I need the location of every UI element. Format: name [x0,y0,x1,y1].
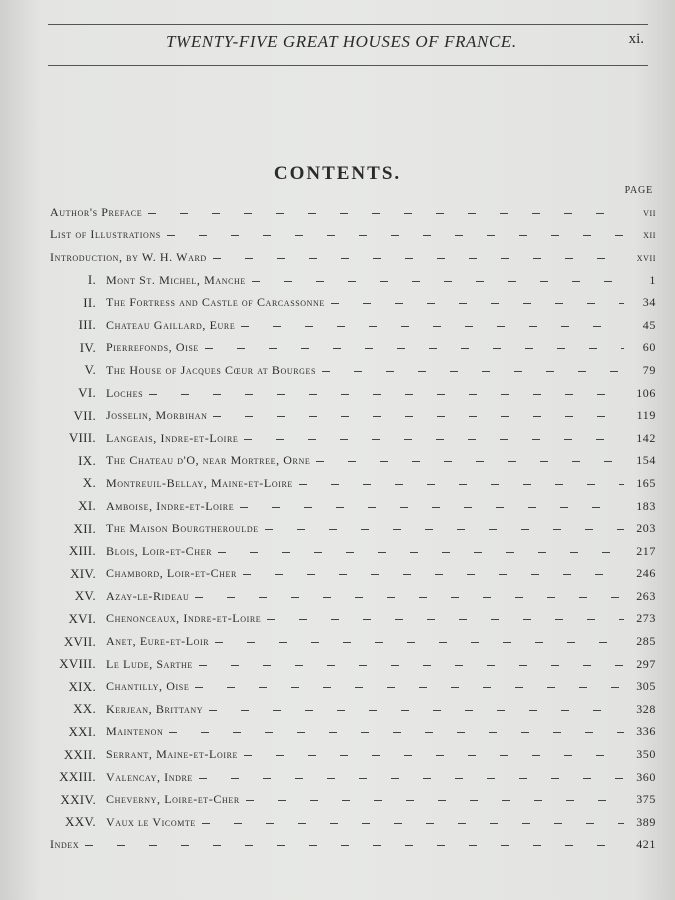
running-header [48,24,648,66]
chapter-title: Chateau Gaillard, Eure [106,317,236,332]
dotted-leader [213,416,624,417]
contents-list [50,201,656,856]
dotted-leader [331,303,624,304]
dotted-leader [243,574,624,575]
chapter-title: The Chateau d'O, near Mortree, Orne [106,453,311,468]
chapter-title: Azay-le-Rideau [106,588,190,603]
chapter-page: 350 [636,747,656,762]
toc-chapter-row [50,404,656,427]
chapter-number: XXV. [65,814,96,830]
toc-chapter-row [50,653,656,676]
toc-entry-page: 421 [636,837,656,852]
dotted-leader [213,258,624,259]
chapter-page: 106 [636,385,656,400]
chapter-page: 34 [642,295,656,310]
chapter-title: Loches [106,385,144,400]
toc-chapter-row [50,698,656,721]
toc-chapter-row [50,472,656,495]
toc-chapter-row [50,269,656,292]
toc-chapter-row [50,788,656,811]
toc-entry-title: Index [50,837,80,852]
dotted-leader [267,619,624,620]
chapter-number: XII. [73,520,96,536]
toc-chapter-row [50,585,656,608]
chapter-title: Cheverny, Loire-et-Cher [106,792,240,807]
toc-entry-preface [50,201,656,224]
dotted-leader [202,823,624,824]
chapter-title: Josselin, Morbihan [106,408,208,423]
toc-chapter-row [50,563,656,586]
chapter-title: Anet, Eure-et-Loir [106,634,210,649]
toc-chapter-row [50,540,656,563]
chapter-title: The Maison Bourgtheroulde [106,521,259,536]
toc-entry-introduction [50,246,656,269]
chapter-number: IV. [79,339,96,355]
chapter-page: 154 [636,453,656,468]
toc-entry-page: xvii [636,249,656,264]
chapter-title: Serrant, Maine-et-Loire [106,747,239,762]
chapter-number: XVIII. [59,656,96,672]
chapter-number: XXIV. [60,791,96,807]
toc-chapter-row [50,766,656,789]
toc-chapter-row [50,721,656,744]
dotted-leader [199,778,624,779]
chapter-page: 1 [649,272,656,287]
toc-chapter-row [50,608,656,631]
chapter-number: XXII. [63,746,96,762]
chapter-title: Langeais, Indre-et-Loire [106,430,239,445]
page-column-label: PAGE [624,185,653,196]
chapter-page: 79 [642,362,656,377]
chapter-number: XIV. [70,565,96,581]
chapter-number: XX. [73,701,96,717]
chapter-title: The House of Jacques Cœur at Bourges [106,362,317,377]
chapter-page: 375 [636,792,656,807]
chapter-number: XIII. [68,543,96,559]
toc-entry-page: vii [643,204,656,219]
dotted-leader [205,348,624,349]
chapter-page: 246 [636,566,656,581]
toc-entry-title: Author's Preface [50,204,143,219]
chapter-page: 60 [642,340,656,355]
chapter-number: I. [87,272,96,288]
dotted-leader [218,552,624,553]
dotted-leader [148,213,624,214]
dotted-leader [244,755,624,756]
toc-chapter-row [50,427,656,450]
chapter-number: XXI. [68,723,96,739]
chapter-number: XVI. [68,610,96,626]
toc-entry-title: Introduction, by W. H. Ward [50,249,207,264]
dotted-leader [252,281,624,282]
dotted-leader [209,710,624,711]
chapter-page: 263 [636,588,656,603]
dotted-leader [322,371,624,372]
dotted-leader [199,665,624,666]
dotted-leader [244,439,624,440]
chapter-number: III. [78,317,96,333]
dotted-leader [169,732,624,733]
chapter-title: Mont St. Michel, Manche [106,272,246,287]
chapter-number: XI. [78,498,96,514]
chapter-title: Maintenon [106,724,164,739]
chapter-number: XXIII. [59,769,96,785]
dotted-leader [149,394,624,395]
chapter-number: XIX. [68,678,96,694]
dotted-leader [167,235,624,236]
chapter-title: Vaux le Vicomte [106,814,196,829]
chapter-number: V. [84,362,96,378]
chapter-number: X. [82,475,96,491]
running-header-title: TWENTY-FIVE GREAT HOUSES OF FRANCE. [166,32,517,51]
dotted-leader [215,642,624,643]
dotted-leader [195,687,624,688]
chapter-page: 203 [636,521,656,536]
chapter-number: XVII. [63,633,96,649]
chapter-title: Chenonceaux, Indre-et-Loire [106,611,262,626]
toc-chapter-row [50,675,656,698]
chapter-number: VII. [73,407,96,423]
chapter-page: 336 [636,724,656,739]
chapter-number: VI. [78,385,96,401]
running-header-page-number: xi. [628,31,644,47]
chapter-page: 360 [636,769,656,784]
contents-heading: CONTENTS. [273,163,402,184]
chapter-page: 389 [636,814,656,829]
toc-chapter-row [50,450,656,473]
chapter-title: Pierrefonds, Oise [106,340,199,355]
chapter-number: VIII. [68,430,96,446]
chapter-page: 328 [636,701,656,716]
toc-chapter-row [50,337,656,360]
toc-chapter-row [50,382,656,405]
toc-chapter-row [50,359,656,382]
dotted-leader [299,484,624,485]
toc-chapter-row [50,517,656,540]
chapter-title: Montreuil-Bellay, Maine-et-Loire [106,475,293,490]
dotted-leader [195,597,624,598]
chapter-title: Valencay, Indre [106,769,193,784]
toc-entry-index [50,834,656,857]
chapter-number: XV. [74,588,96,604]
toc-chapter-row [50,314,656,337]
toc-chapter-row [50,630,656,653]
toc-chapter-row [50,291,656,314]
dotted-leader [316,461,624,462]
dotted-leader [265,529,624,530]
toc-chapter-row [50,811,656,834]
chapter-page: 273 [636,611,656,626]
chapter-page: 142 [636,430,656,445]
dotted-leader [241,326,624,327]
chapter-title: Amboise, Indre-et-Loire [106,498,235,513]
toc-entry-illustrations [50,224,656,247]
chapter-title: The Fortress and Castle of Carcassonne [106,295,325,310]
chapter-page: 183 [636,498,656,513]
toc-chapter-row [50,495,656,518]
toc-entry-page: xii [643,227,656,242]
dotted-leader [240,507,624,508]
chapter-title: Blois, Loir-et-Cher [106,543,213,558]
dotted-leader [85,845,624,846]
chapter-number: IX. [78,452,96,468]
chapter-page: 119 [636,408,656,423]
toc-entry-title: List of Illustrations [50,227,161,242]
chapter-page: 297 [636,656,656,671]
chapter-page: 165 [636,475,656,490]
chapter-title: Kerjean, Brittany [106,701,204,716]
chapter-number: II. [83,294,96,310]
chapter-page: 305 [636,679,656,694]
chapter-title: Le Lude, Sarthe [106,656,193,671]
chapter-page: 45 [642,317,656,332]
chapter-title: Chantilly, Oise [106,679,190,694]
dotted-leader [246,800,624,801]
chapter-page: 285 [636,634,656,649]
chapter-title: Chambord, Loir-et-Cher [106,566,237,581]
chapter-page: 217 [636,543,656,558]
toc-chapter-row [50,743,656,766]
